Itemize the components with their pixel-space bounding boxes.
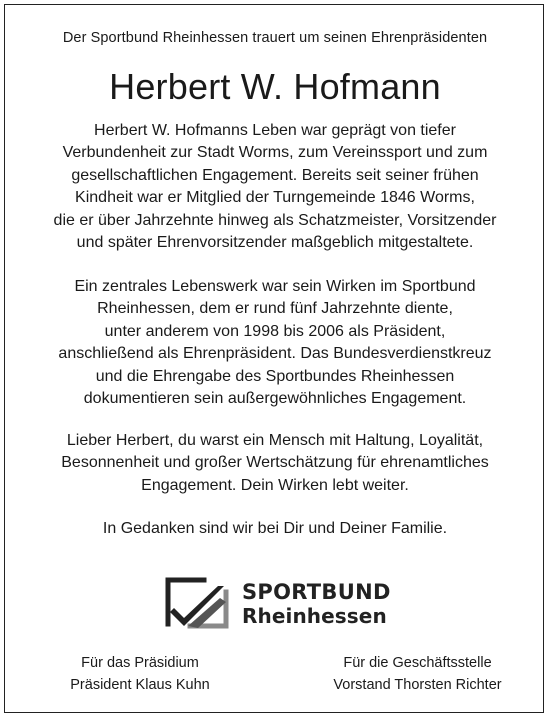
paragraph-line: Engagement. Dein Wirken lebt weiter. (141, 476, 409, 494)
paragraph-line: die er über Jahrzehnte hinweg als Schatzmeister, Vorsitzender (53, 211, 497, 229)
paragraph-line: Herbert W. Hofmanns Leben war geprägt von tiefer (94, 122, 456, 139)
paragraph-2 (30, 276, 520, 410)
signature-office (305, 652, 530, 696)
paragraph-line: gesellschaftlichen Engagement. Bereits seit seiner frühen (71, 166, 479, 184)
paragraph-line: Lieber Herbert, du warst ein Mensch mit Haltung, Loyalität, (66, 432, 484, 449)
paragraph-3 (30, 430, 520, 497)
sportbund-logo (160, 572, 410, 634)
paragraph-line: dokumentieren sein außergewöhnliches Engagement. (83, 390, 467, 408)
closing-line (30, 518, 520, 540)
paragraph-line: unter anderem von 1998 bis 2006 als Präsident, (104, 322, 446, 340)
signature-line: Für die Geschäftsstelle (343, 655, 492, 671)
sportbund-logo-icon (160, 572, 235, 634)
signature-line: Vorstand Thorsten Richter (333, 677, 502, 693)
paragraph-line: Ein zentrales Lebenswerk war sein Wirken im Sportbund (74, 278, 476, 295)
logo-text-rheinhessen: Rheinhessen (242, 604, 387, 628)
paragraph-line: In Gedanken sind wir bei Dir und Deiner Familie. (102, 520, 448, 537)
paragraph-line: Besonnenheit und großer Wertschätzung für ehrenamtliches (61, 454, 489, 472)
paragraph-1 (30, 120, 520, 254)
signature-line: Präsident Klaus Kuhn (70, 677, 210, 693)
signature-line: Für das Präsidium (81, 655, 199, 671)
paragraph-line: und die Ehrengabe des Sportbundes Rheinhessen (95, 367, 455, 385)
signature-presidium (40, 652, 240, 696)
paragraph-line: und später Ehrenvorsitzender maßgeblich mitgestaltete. (76, 234, 474, 252)
paragraph-line: Kindheit war er Mitglied der Turngemeinde 1846 Worms, (75, 189, 475, 207)
paragraph-line: Verbundenheit zur Stadt Worms, zum Vereinssport und zum (62, 144, 488, 162)
deceased-name: Herbert W. Hofmann (109, 66, 441, 107)
intro-line: Der Sportbund Rheinhessen trauert um seinen Ehrenpräsidenten (62, 30, 488, 46)
paragraph-line: anschließend als Ehrenpräsident. Das Bundesverdienstkreuz (58, 345, 492, 363)
logo-text-sportbund: SPORTBUND (242, 580, 391, 604)
paragraph-line: Rheinhessen, dem er rund fünf Jahrzehnte diente, (97, 300, 453, 318)
